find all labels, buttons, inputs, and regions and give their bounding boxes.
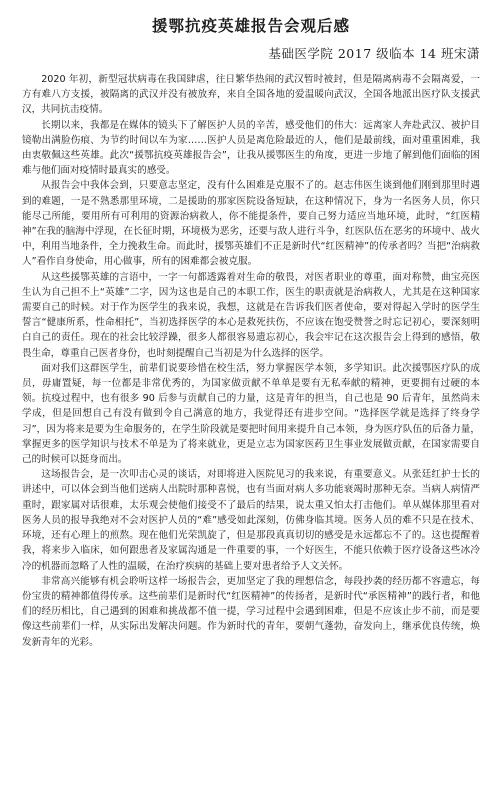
paragraph-5: 面对我们这群医学生，前辈们说要珍惜在校生活，努力掌握医学本领，多学知识。此次援鄂医疗队的成员，毋庸置疑，每一位都是非常优秀的，为国家做贡献不单单是要有无私奉献的精神，更要拥有过硬的本领。抗疫过程中，也有很多 90 后参与贡献自己的力量，这是青年的担当，自己也是 90 后青年，虽然尚未学成，但是回想自己有没有做到令自己满意的地方，我觉得还有进步空间。“选择医学就是选择了终身学习”，因为将来是要为生命服务的，在学生阶段就是要把时间用来提升自己本领，身为医疗队伍的后备力量，掌握更多的医学知识与技术不单是为了将来就业，更是立志为国家医药卫生事业发展做贡献，在国家需要自己的时候可以挺身而出。	[22, 362, 480, 466]
paragraph-4: 从这些援鄂英雄的言语中，一字一句都透露着对生命的敬畏，对医者职业的尊重，面对称赞，曲宝亮医生认为自己担不上“英雄”二字，因为这也是自己的本职工作，医生的职责就是治病救人，尤其是在这种国家需要自己的时候。对于作为医学生的我来说，我想，这就是在告诉我们医者使命，要对得起入学时的医学生誓言“健康所系，性命相托”，当初选择医学的本心是救死扶伤，不应该在饱受赞誉之时忘记初心，要深刻明白自己的责任。现在的社会比较浮躁，很多人都很容易遗忘初心，我会牢记在这次报告会上得到的感悟，敬畏生命，尊重自己医者身份，也时刻提醒自己当初是为什么选择的医学。	[22, 271, 480, 359]
author-line: 基础医学院 2017 级临本 14 班宋潇	[268, 46, 480, 61]
article-body	[22, 72, 480, 650]
paragraph-3: 从报告会中我体会到，只要意志坚定，没有什么困难是克服不了的。赵志伟医生谈到他们刚到那里时遇到的难题，一是不熟悉那里环境，二是援助的那家医院设备短缺，在这种情况下，身为一名医务人员，你只能尽己所能，要用所有可利用的资源治病救人，你不能提条件，要自己努力适应当地环境，此时，“红医精神”在我的脑海中浮现，在长征时期，环境极为恶劣，还要与敌人进行斗争，红医队伍在恶劣的环境中、战火中，利用当地条件，全力挽救生命。而此时，援鄂英雄们不正是新时代“红医精神”的传承者吗？当把“治病救人”看作自身使命，用心做事，所有的困难都会被克服。	[22, 180, 480, 268]
paragraph-1: 2020 年初，新型冠状病毒在我国肆虐，往日繁华热闹的武汉暂时被封，但是隔离病毒不会隔离爱，一方有难八方支援，被隔离的武汉并没有被放弃，来自全国各地的爱温暖向武汉，全国各地派出医疗队支援武汉，共同抗击疫情。	[22, 74, 480, 116]
paragraph-6: 这场报告会，是一次叩击心灵的谈话，对即将进入医院见习的我来说，有重要意义。从张廷红护士长的讲述中，可以体会到当他们送病人出院时那种喜悦，也有当面对病人多功能衰竭时那种无奈。当病人病情严重时，跟家属对话很难，太乐观会使他们接受不了最后的结果，说太重又怕太打击他们。单从媒体那里看对医务人员的报导我绝对不会对医护人员的“难”感受如此深刻，仿佛身临其境。医务人员的难不只是在技术、环境，还有心理上的煎熬。现在他们光荣凯旋了，但是那段真真切切的感受是永远都忘不了的。这也提醒着我，将来步入临床，如何跟患者及家属沟通是一件重要的事，一个好医生，不能只依赖于医疗设备这些冰冷冷的机器而忽略了人性的温暖，在治疗疾病的基础上要对患者给予人文关怀。	[22, 469, 480, 572]
paragraph-7: 非常高兴能够有机会聆听这样一场报告会，更加坚定了我的理想信念，每段抄袭的经历都不容遗忘，每份宝贵的精神都值得传承。这些前辈们是新时代“红医精神”的传扬者，是新时代“承医精神”的践行者，和他们的经历相比，自己遇到的困难和挑战都不值一提，学习过程中会遇到困难，但是不应该止步不前，而是要像这些前辈们一样，从实际出发解决问题。作为新时代的青年，要朝气蓬勃，奋发向上，继承优良传统，焕发新青年的光彩。	[22, 575, 480, 648]
page-title: 援鄂抗疫英雄报告会观后感	[151, 17, 350, 35]
paragraph-2: 长期以来，我都是在媒体的镜头下了解医护人员的辛苦，感受他们的伟大：远离家人奔赴武汉、被护目镜勒出满脸伤痕、为节约时间以车为家……医护人员是离危险最近的人，他们是最前线，面对重重困难，我由衷敬佩这些英雄。此次“援鄂抗疫英雄报告会”，让我从援鄂医生的角度，更进一步地了解到他们面临的困难与他们面对疫情时最真实的感受。	[22, 119, 480, 177]
